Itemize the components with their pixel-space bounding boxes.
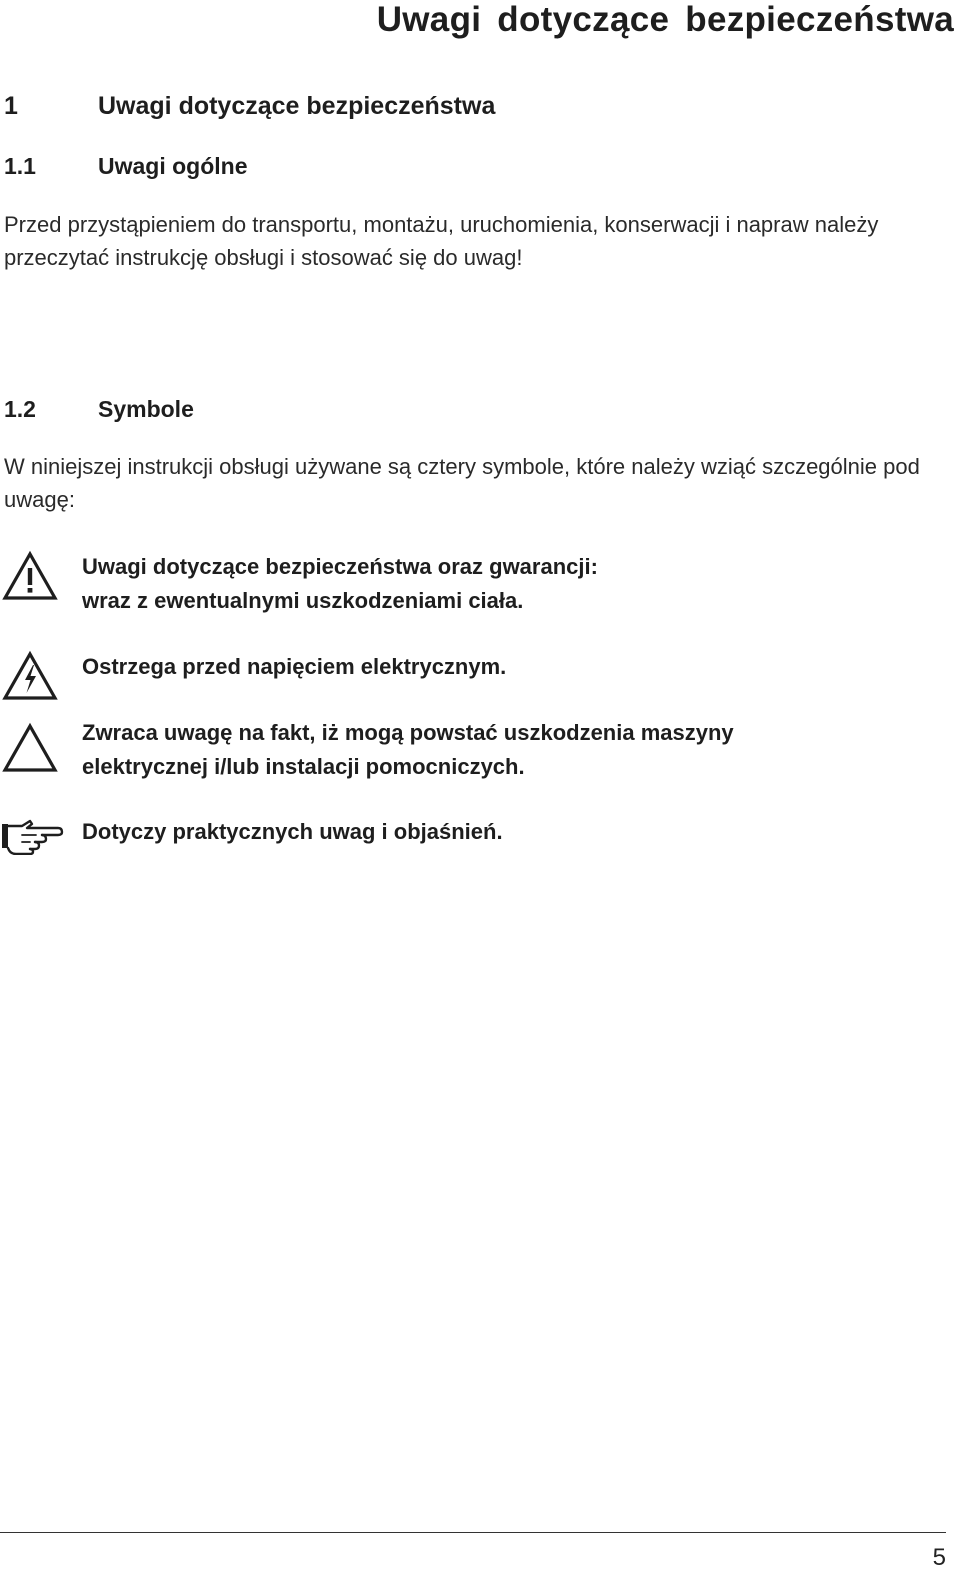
symbols-intro-paragraph: W niniejszej instrukcji obsługi używane są cztery symbole, które należy wziąć szczególnie pod uwagę: — [4, 454, 920, 512]
warning-exclamation-triangle-icon — [2, 550, 58, 602]
section-1-heading — [4, 88, 495, 124]
symbol-machine-damage-text — [82, 716, 942, 784]
section-1-1-heading — [4, 149, 248, 183]
symbol-electric-line1: Ostrzega przed napięciem elektrycznym. — [82, 654, 507, 679]
symbol-safety-text — [82, 550, 942, 618]
footer-divider — [0, 1532, 946, 1533]
section-1-2-heading — [4, 392, 194, 426]
section-1-2-number: 1.2 — [4, 396, 36, 422]
section-1-number: 1 — [4, 92, 18, 120]
general-notes-paragraph: Przed przystąpieniem do transportu, montażu, uruchomienia, konserwacji i napraw należy przeczytać instrukcję obsługi i stosować się do uwag! — [4, 212, 879, 270]
section-1-1-number: 1.1 — [4, 153, 36, 179]
electric-hazard-triangle-icon — [2, 650, 58, 702]
caution-empty-triangle-icon — [2, 722, 58, 774]
symbol-electric-text — [82, 650, 942, 684]
symbol-machine-damage-line2: elektrycznej i/lub instalacji pomocniczych. — [82, 754, 525, 779]
page-number: 5 — [932, 1544, 946, 1571]
symbol-practical-notes-text — [82, 815, 942, 849]
pointing-hand-icon — [2, 815, 58, 867]
symbol-machine-damage-line1: Zwraca uwagę na fakt, iż mogą powstać uszkodzenia maszyny — [82, 720, 734, 745]
symbol-practical-notes-line1: Dotyczy praktycznych uwag i objaśnień. — [82, 819, 503, 844]
section-1-title: Uwagi dotyczące bezpieczeństwa — [98, 92, 496, 120]
section-1-1-title: Uwagi ogólne — [98, 153, 248, 179]
page-header-title: Uwagi dotyczące bezpieczeństwa — [376, 0, 954, 39]
symbol-safety-line2: wraz z ewentualnymi uszkodzeniami ciała. — [82, 588, 524, 613]
section-1-2-title: Symbole — [98, 396, 194, 422]
symbol-safety-line1: Uwagi dotyczące bezpieczeństwa oraz gwarancji: — [82, 554, 598, 579]
